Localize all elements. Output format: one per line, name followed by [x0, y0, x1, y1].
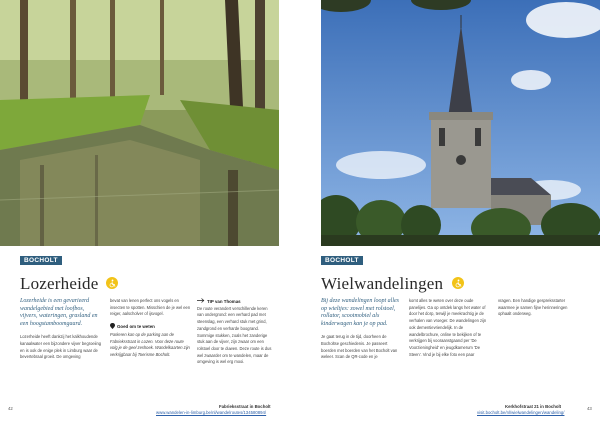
arrow-right-icon: [197, 298, 205, 306]
route-link[interactable]: visit.bocholt.be/nl/wielwandelingen/wandeling/: [477, 410, 565, 415]
body-text: Lozerheide heeft dankzij het kalkhoudende kanaalwater een bijzondere vijver begroeiing en is ook de enige plek in Limburg waar de bevertebraal groeit. De omgeving: [20, 334, 102, 360]
column-3: [197, 298, 272, 366]
intro-text: Bij deze wandelingen loopt alles op wieltjes: zowel met rolstoel, rollator, scootmobiel als kinderwagen kan je op pad.: [321, 298, 399, 327]
accessibility-badge: [452, 277, 464, 289]
address: Kerkhofstraat 21 in Bocholt: [505, 404, 562, 409]
body-text: Je gaat terug in de tijd, doorheen de Bocholtse geschiedenis. Je passeert boerden met boerden van het Bocholt van weleer. Scan de QR-code en je: [321, 334, 398, 360]
intro-text: Lozerheide is een gevarieerd wandelgebied met loofbos, vijvers, wateringen, grasland en een hoogstamboomgaard.: [20, 298, 98, 327]
good-to-know-heading: [110, 323, 192, 332]
left-page: [0, 0, 279, 433]
wheelchair-icon: [454, 279, 463, 288]
body-text: bevat van lenen perfect ons vogels en insecten te spotten. Misschien de je wel een reiger, aalscholver of ijsvogel.: [110, 298, 191, 317]
body-text: vragen. Een handige gespreksstarter waarmee je samen fijne herinneringen ophaalt onderweg.: [498, 298, 568, 317]
tip-heading: [197, 298, 272, 306]
column-2: [409, 298, 491, 358]
accessibility-badge: [106, 277, 118, 289]
address: Fabrieksstraat in Bocholt: [219, 404, 271, 409]
column-1: [20, 298, 102, 361]
column-2: [110, 298, 192, 359]
church-photo: [321, 0, 600, 246]
page-title: Wielwandelingen: [321, 274, 444, 293]
page-title: Lozerheide: [20, 274, 99, 293]
good-to-know-text: Parkeren kan op de parking aan de Fabrieksstraat in Lozen. Voor deze route volg je de geel zeshoek. Wandelkaarten zijn verkrijgbaar bij Toerisme Bocholt.: [110, 331, 190, 357]
page-number: 43: [587, 406, 592, 411]
column-3: [498, 298, 580, 318]
body-text: komt alles te weten over deze oude panelijes. Ga op ontdek langs het water of door het dorp, terwijl je meekrachtig je de verhalen van vroeger. De wandelingen zijn ook dementievriendelijk. In de wandelbrochure, online te bekijken of te verkrijgen bij vooraanstgaand per 'De Voorzieningheid' en jeugdkamerum 'De Steen'. Vind je bij elke foto een paar: [409, 298, 487, 357]
tip-label: TIP van Thomas: [207, 298, 241, 304]
page-number: 42: [8, 406, 13, 411]
region-tag: BOCHOLT: [321, 256, 363, 265]
route-link[interactable]: www.wandelen-in-limburg.be/nl/wandelroutes/134580894/: [156, 410, 267, 415]
tip-text: De route verandert verschillende keren van ondergrond: een verhard pad met steenslag, een verhard stuk met grind, zandgrond en verharde boogrand. Sommige stukken, zoals het zanderige stuk aan de vijver, zijn zwaar om een rolstoel door te duwen. Deze route is dus wel zwaarder om te wandelen, maar de omgeving is wel erg mooi.: [197, 305, 272, 365]
region-tag: BOCHOLT: [20, 256, 62, 265]
wetland-photo: [0, 0, 279, 246]
wheelchair-icon: [108, 279, 117, 288]
column-1: [321, 298, 401, 361]
right-page: [321, 0, 600, 433]
location-pin-icon: [110, 323, 115, 332]
good-to-know-label: Goed om te weten: [117, 324, 155, 330]
